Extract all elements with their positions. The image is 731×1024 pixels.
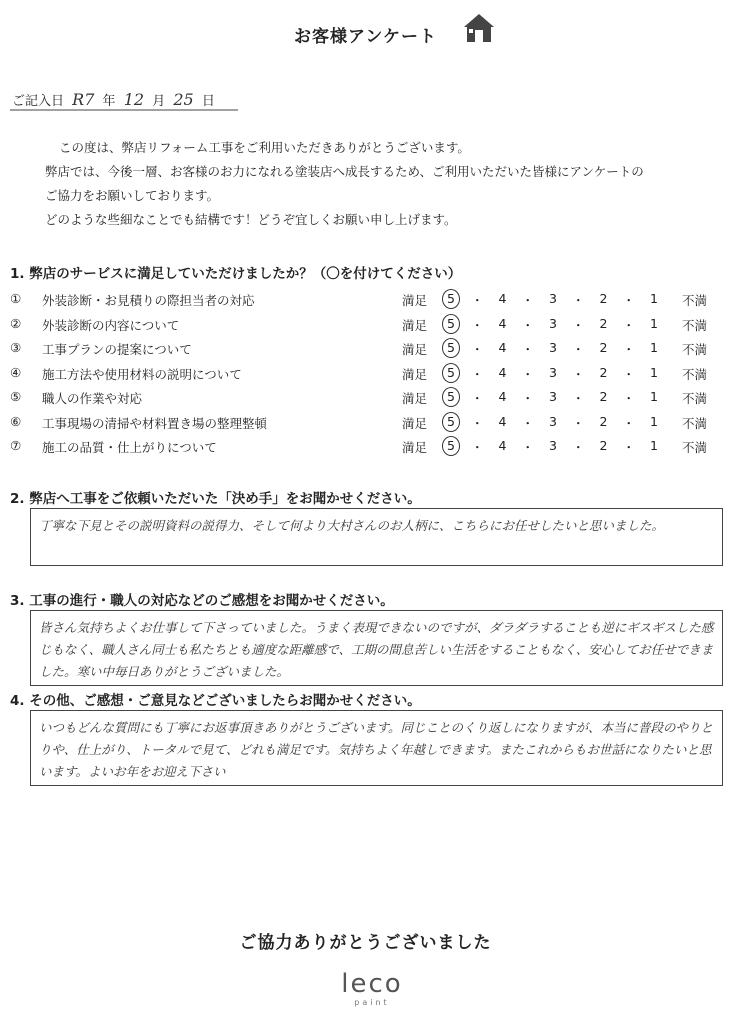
house-icon [462, 12, 496, 44]
scale-separator: ・ [470, 293, 484, 308]
rating-option-3[interactable]: 3 [549, 438, 557, 453]
scale-separator: ・ [622, 317, 635, 333]
scale-separator: ・ [622, 293, 635, 308]
rating-row [10, 386, 725, 410]
rating-option-4[interactable]: 4 [498, 364, 507, 380]
rating-option-3[interactable]: 3 [549, 413, 557, 429]
rating-row [10, 362, 725, 386]
scale-separator: ・ [470, 342, 484, 357]
date-row [12, 90, 215, 109]
intro-line: 弊店では、今後一層、お客様のお力になれる塗装店へ成長するため、ご利用いただいた皆様にアンケートの [45, 164, 644, 179]
item-label: 外装診断・お見積りの際担当者の対応 [42, 293, 255, 308]
intro-line: どのような些細なことでも結構です！どうぞ宜しくお願い申し上げます。 [45, 212, 457, 227]
rating-option-3[interactable]: 3 [549, 364, 557, 380]
rating-option-5[interactable]: 5 [442, 412, 460, 432]
q4-heading: 4. その他、ご感想・ご意見などございましたらお聞かせください。 [10, 693, 421, 709]
scale-separator: ・ [521, 440, 534, 455]
rating-option-3[interactable]: 3 [549, 315, 557, 331]
rating-scale [442, 365, 662, 383]
q3-heading: 3. 工事の進行・職人の対応などのご感想をお聞かせください。 [10, 593, 394, 609]
item-label: 工事プランの提案について [42, 342, 192, 357]
satisfied-label: 満足 [402, 342, 428, 357]
scale-separator: ・ [470, 366, 484, 382]
rating-option-2[interactable]: 2 [599, 413, 608, 429]
item-number: ⑦ [10, 438, 22, 453]
date-day-value[interactable]: 25 [173, 90, 194, 109]
rating-option-5[interactable]: 5 [442, 338, 460, 358]
scale-separator: ・ [571, 293, 585, 308]
q1-heading: 1. 弊店のサービスに満足していただけましたか？（〇を付けてください） [10, 266, 462, 282]
rating-option-1[interactable]: 1 [650, 389, 658, 404]
scale-separator: ・ [470, 440, 484, 455]
satisfied-label: 満足 [402, 366, 428, 382]
rating-option-1[interactable]: 1 [650, 364, 658, 380]
item-number: ② [10, 315, 22, 331]
rating-option-2[interactable]: 2 [599, 291, 608, 306]
rating-option-1[interactable]: 1 [650, 315, 658, 331]
scale-separator: ・ [622, 391, 635, 406]
rating-option-5[interactable]: 5 [442, 289, 460, 309]
scale-separator: ・ [622, 342, 635, 357]
satisfied-label: 満足 [402, 293, 428, 308]
satisfied-label: 満足 [402, 317, 428, 333]
rating-option-4[interactable]: 4 [498, 315, 507, 331]
scale-separator: ・ [470, 391, 484, 406]
page-title: お客様アンケート [294, 27, 437, 47]
item-label: 施工の品質・仕上がりについて [42, 440, 217, 455]
date-label: ご記入日 [12, 94, 65, 109]
rating-option-5[interactable]: 5 [442, 436, 460, 456]
rating-row [10, 337, 725, 361]
item-label: 工事現場の清掃や材料置き場の整理整頓 [42, 415, 268, 431]
dissatisfied-label: 不満 [682, 415, 708, 431]
scale-separator: ・ [622, 440, 635, 455]
scale-separator: ・ [571, 391, 585, 406]
item-number: ⑤ [10, 389, 22, 404]
rating-option-4[interactable]: 4 [498, 389, 507, 404]
q3-answer-box[interactable]: 皆さん気持ちよくお仕事して下さっていました。うまく表現できないのですが、ダラダラすることも逆にギスギスした感じもなく、職人さん同士も私たちとも適度な距離感で、工期の間息苦しい生活をすることもなく、安心してお任せできました。寒い中毎日ありがとうございました。 [30, 610, 723, 686]
rating-option-3[interactable]: 3 [549, 291, 557, 306]
rating-scale [442, 291, 662, 309]
satisfied-label: 満足 [402, 440, 428, 455]
scale-separator: ・ [622, 415, 635, 431]
satisfied-label: 満足 [402, 415, 428, 431]
rating-option-2[interactable]: 2 [599, 364, 608, 380]
rating-option-5[interactable]: 5 [442, 387, 460, 407]
dissatisfied-label: 不満 [682, 440, 708, 455]
rating-option-3[interactable]: 3 [549, 340, 557, 355]
item-label: 施工方法や使用材料の説明について [42, 366, 242, 382]
q2-answer-box[interactable]: 丁寧な下見とその説明資料の説得力、そして何より大村さんのお人柄に、こちらにお任せしたいと思いました。 [30, 508, 723, 566]
q4-answer-box[interactable]: いつもどんな質問にも丁寧にお返事頂きありがとうございます。同じことのくり返しになりますが、本当に普段のやりとりや、仕上がり、トータルで見て、どれも満足です。気持ちよく年越しできます。またこれからもお世話になりたいと思います。よいお年をお迎え下さい [30, 710, 723, 786]
rating-option-2[interactable]: 2 [599, 389, 608, 404]
item-number: ④ [10, 364, 22, 380]
rating-option-2[interactable]: 2 [599, 340, 608, 355]
year-unit: 年 [102, 94, 116, 109]
rating-option-5[interactable]: 5 [442, 363, 460, 383]
intro-text [45, 136, 644, 232]
q2-heading: 2. 弊店へ工事をご依頼いただいた「決め手」をお聞かせください。 [10, 491, 421, 507]
scale-separator: ・ [622, 366, 635, 382]
rating-scale [442, 340, 662, 358]
rating-row [10, 411, 725, 435]
scale-separator: ・ [571, 342, 585, 357]
rating-scale [442, 389, 662, 407]
rating-option-3[interactable]: 3 [549, 389, 557, 404]
intro-line: この度は、弊店リフォーム工事をご利用いただきありがとうございます。 [59, 140, 470, 155]
month-unit: 月 [152, 94, 166, 109]
scale-separator: ・ [521, 415, 534, 431]
rating-row [10, 313, 725, 337]
rating-option-1[interactable]: 1 [650, 291, 658, 306]
item-label: 外装診断の内容について [42, 317, 180, 333]
rating-option-1[interactable]: 1 [650, 340, 658, 355]
rating-option-5[interactable]: 5 [442, 314, 460, 334]
rating-option-1[interactable]: 1 [650, 413, 658, 429]
rating-option-2[interactable]: 2 [599, 315, 608, 331]
scale-separator: ・ [521, 342, 534, 357]
rating-scale [442, 316, 662, 334]
rating-option-2[interactable]: 2 [599, 438, 608, 453]
scale-separator: ・ [571, 415, 585, 431]
rating-option-4[interactable]: 4 [498, 291, 507, 306]
rating-row [10, 435, 725, 459]
scale-separator: ・ [521, 293, 534, 308]
rating-row [10, 288, 725, 312]
item-label: 職人の作業や対応 [42, 391, 143, 406]
rating-option-4[interactable]: 4 [498, 340, 507, 355]
scale-separator: ・ [571, 366, 585, 382]
scale-separator: ・ [470, 415, 484, 431]
rating-scale [442, 414, 662, 432]
date-underline [10, 109, 238, 111]
item-number: ① [10, 291, 22, 306]
dissatisfied-label: 不満 [682, 366, 708, 382]
date-month-value[interactable]: 12 [123, 90, 145, 109]
scale-separator: ・ [571, 317, 585, 333]
intro-line: ご協力をお願いしております。 [45, 188, 220, 203]
rating-option-4[interactable]: 4 [498, 438, 507, 453]
dissatisfied-label: 不満 [682, 317, 708, 333]
satisfied-label: 満足 [402, 391, 428, 406]
rating-option-1[interactable]: 1 [650, 438, 658, 453]
scale-separator: ・ [521, 317, 534, 333]
date-year-value[interactable]: R7 [72, 90, 95, 109]
brand-logo [332, 970, 412, 1007]
brand-sub: paint [354, 998, 390, 1007]
brand-name: leco [341, 969, 403, 999]
scale-separator: ・ [521, 391, 534, 406]
dissatisfied-label: 不満 [682, 342, 708, 357]
thanks-message: ご協力ありがとうございました [239, 933, 492, 953]
rating-option-4[interactable]: 4 [498, 413, 507, 429]
scale-separator: ・ [521, 366, 534, 382]
scale-separator: ・ [571, 440, 585, 455]
item-number: ③ [10, 340, 22, 355]
dissatisfied-label: 不満 [682, 391, 708, 406]
rating-scale [442, 438, 662, 456]
day-unit: 日 [201, 94, 215, 109]
dissatisfied-label: 不満 [682, 293, 708, 308]
scale-separator: ・ [470, 317, 484, 333]
item-number: ⑥ [10, 413, 22, 429]
